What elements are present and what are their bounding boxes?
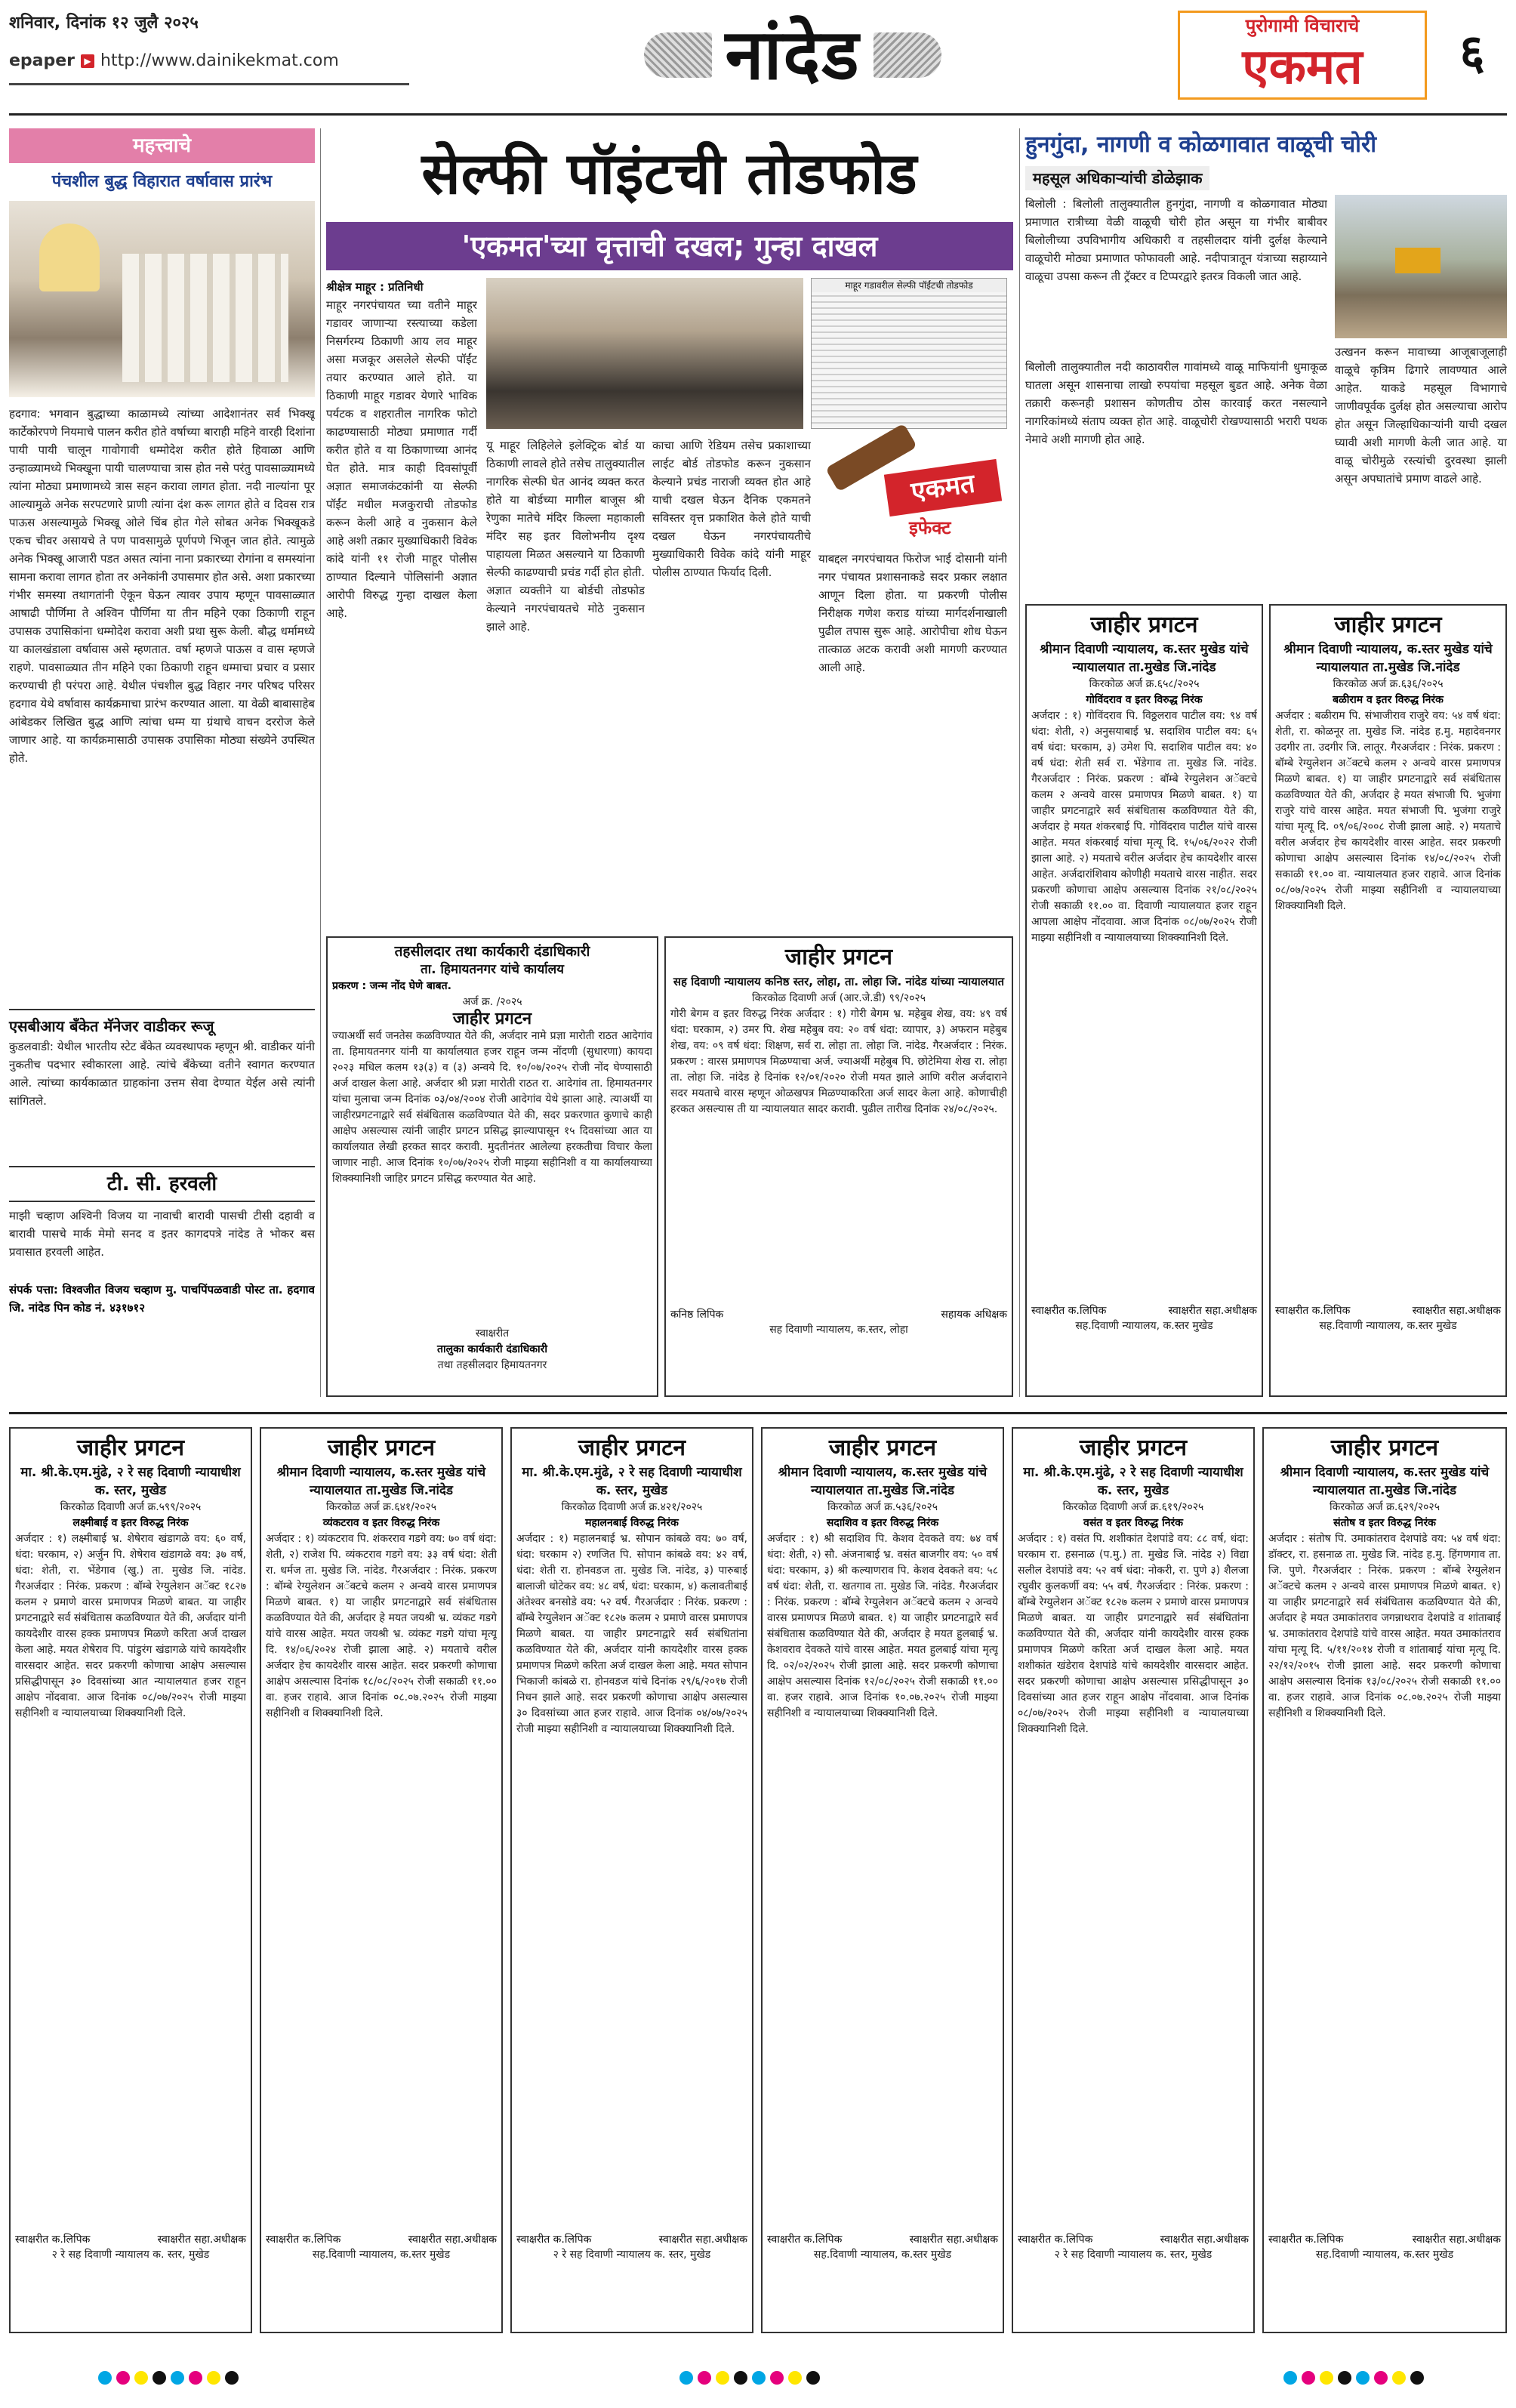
black-dot bbox=[734, 2371, 747, 2385]
cyan-dot bbox=[98, 2371, 112, 2385]
sign-sub: २ रे सह दिवाणी न्यायालय क. स्तर, मुखेड bbox=[553, 2249, 711, 2261]
notice-court: श्रीमान दिवाणी न्यायालय, क.स्तर मुखेड यांचे न्यायालयात ता.मुखेड जि.नांदेड bbox=[1280, 1465, 1490, 1498]
cyan-dot bbox=[1356, 2371, 1370, 2385]
tahsil-notice bbox=[326, 936, 658, 1397]
notice-title: जाहीर प्रगटन bbox=[828, 1435, 937, 1461]
section-label: महत्त्वाचे bbox=[9, 128, 315, 163]
kandhar-case: किरकोळ दिवाणी अर्ज (आर.जे.डी) ९९/२०२५ bbox=[752, 992, 926, 1004]
sign-sub: २ रे सह दिवाणी न्यायालय क. स्तर, मुखेड bbox=[1054, 2249, 1212, 2261]
notice-title: जाहीर प्रगटन bbox=[1079, 1435, 1188, 1461]
tahsil-office: ता. हिमायतनगर यांचे कार्यालय bbox=[421, 962, 564, 977]
kandhar-body: गोरी बेगम व इतर विरुद्ध निरंक अर्जदार : १) गोरी बेगम भ्र. महेबुब शेख, वय: ४९ वर्ष धंदा: घरकाम, २) उमर पि. शेख महेबुब वय: २० वर्ष धंदा: व्यापार, ३) अफरान महेबुब शेख, वय: ०९ वर्ष धंदा: शिक्षण, सर्व रा. लोहा ता. लोहा जि. नांदेड. गैरअर्जदार : निरंक. प्रकरण : वारस प्रमाणपत्र मिळण्याचा अर्ज. ज्याअर्थी महेबुब पि. छोटेमिया शेख रा. लोहा ता. लोहा जि. नांदेड हे दिनांक १२/०१/२०२० रोजी मयत झाले आणि वरील अर्जदाराने सदर मयताचे वारस म्हणून ओळखपत्र मिळण्याकरिता अर्ज सादर केला आहे. कोणाचीही हरकत असल्यास ती या न्यायालयात सादर करावी. पुढील तारीख दिनांक २४/०८/२०२५. bbox=[670, 1008, 1007, 1115]
lead-body-1: माहूर नगरपंचायत च्या वतीने माहूर गडावर जाणाऱ्या रस्त्याच्या कडेला निसर्गरम्य ठिकाणी आय लव माहूर असा मजकूर असलेले सेल्फी पॉईंट तयार करण्यात आले होते. या ठिकाणी माहूर गडावर येणारे भाविक पर्यटक व शहरातील नागरिक फोटो काढण्यासाठी मोठ्या प्रमाणात गर्दी करीत होते व या ठिकाणाच्या आनंद घेत होते. मात्र काही दिवसांपूर्वी अज्ञात समाजकंटकांनी या सेल्फी पॉईंट मधील मजकुराची तोडफोड करून केली आहे व नुकसान केले आहे अशी तक्रार मुख्याधिकारी विवेक कांदे यांनी ११ रोजी माहूर पोलीस ठाण्यात दिल्याने पोलिसांनी अज्ञात आरोपी विरुद्ध गुन्हा दाखल केला आहे. bbox=[326, 298, 477, 620]
notice-signatures bbox=[1031, 1303, 1257, 1318]
sign-right: स्वाक्षरीत सहा.अधीक्षक bbox=[909, 2234, 998, 2246]
black-dot bbox=[1410, 2371, 1424, 2385]
kandhar-sign-right: सहायक अधिक्षक bbox=[941, 1309, 1007, 1321]
notice-signatures bbox=[1268, 2232, 1501, 2247]
notice-signatures bbox=[266, 2232, 497, 2247]
sign-right: स्वाक्षरीत सहा.अधीक्षक bbox=[1412, 1305, 1501, 1317]
impact-text: इफेक्ट bbox=[909, 517, 951, 538]
tahsil-sign-sub: तथा तहसीलदार हिमायतनगर bbox=[437, 1359, 547, 1371]
notice-body: अर्जदार : १) वसंत पि. शशीकांत देशपांडे वय: ८८ वर्ष, धंदा: घरकाम रा. हसनाळ (प.मु.) ता. मुखेड जि. नांदेड २) विद्या सलील देशपांडे वय: ५२ वर्ष धंदा: नोकरी, रा. पुणे ३) शैलजा रघुवीर कुलकर्णी वय: ५५ वर्ष. गैरअर्जदार : निरंक. प्रकरण : बॉम्बे रेग्युलेशन अॅक्ट १८२७ कलम २ प्रमाणे वारस प्रमाणपत्र मिळणे बाबत. या जाहीर प्रगटनाद्वारे सर्व संबंधितांना कळविण्यात येते की, अर्जदार यांनी कायदेशीर वारस हक्क प्रमाणपत्र मिळणे करिता अर्ज दाखल केला आहे. मयत शशीकांत खंडेराव देशपांडे यांचे कायदेशीर वारसदार आहेत. सदर प्रकरणी कोणाचा आक्षेप असल्यास प्रसिद्धीपासून ३० दिवसांच्या आत हजर राहून आक्षेप नोंदवावा. आज दिनांक ०८/०७/२०२५ रोजी माझ्या सहीनिशी व न्यायालयाच्या शिक्क्यानिशी दिले. bbox=[1018, 1533, 1249, 1735]
notice-title: जाहीर प्रगटन bbox=[76, 1435, 185, 1461]
yellow-dot bbox=[134, 2371, 148, 2385]
notice-party: लक्ष्मीबाई व इतर विरुद्ध निरंक bbox=[72, 1517, 189, 1529]
lost-notice-body: माझी चव्हाण अश्विनी विजय या नावाची बारावी पासची टीसी दहावी व बारावी पासचे मार्क मेमो सनद व इतर कागदपत्रे नांदेड ते भोकर बस प्रवासात हरवली आहेत. bbox=[9, 1209, 315, 1259]
cyan-dot bbox=[679, 2371, 693, 2385]
notice-party: संतोष व इतर विरुद्ध निरंक bbox=[1333, 1517, 1436, 1529]
brand-logo: एकमत bbox=[1242, 39, 1363, 95]
notice-right-2 bbox=[1269, 604, 1507, 1397]
left-divider-1 bbox=[9, 1009, 315, 1010]
notice-court: श्रीमान दिवाणी न्यायालय, क.स्तर मुखेड यांचे न्यायालयात ता.मुखेड जि.नांदेड bbox=[1040, 642, 1249, 675]
notice-signatures bbox=[15, 2232, 246, 2247]
excavator-photo bbox=[1335, 195, 1507, 338]
tahsil-subject: प्रकरण : जन्म नोंद घेणे बाबत. bbox=[332, 980, 451, 992]
sign-right: स्वाक्षरीत सहा.अधीक्षक bbox=[157, 2234, 246, 2246]
notice-signatures bbox=[516, 2232, 747, 2247]
yellow-dot bbox=[788, 2371, 802, 2385]
sign-sub: सह.दिवाणी न्यायालय, क.स्तर मुखेड bbox=[1315, 2249, 1454, 2261]
page-number: ६ bbox=[1459, 25, 1485, 81]
notice-case: किरकोळ अर्ज क्र.५३६/२०२५ bbox=[827, 1501, 938, 1513]
impact-badge bbox=[818, 436, 1007, 550]
sign-right: स्वाक्षरीत सहा.अधीक्षक bbox=[658, 2234, 747, 2246]
notice-title: जाहीर प्रगटन bbox=[578, 1435, 686, 1461]
notice-court: मा. श्री.के.एम.मुंढे, २ रे सह दिवाणी न्यायाधीश क. स्तर, मुखेड bbox=[20, 1465, 241, 1498]
bottom-notice-5 bbox=[1012, 1427, 1255, 2333]
right-story bbox=[1025, 128, 1507, 589]
sign-right: स्वाक्षरीत सहा.अधीक्षक bbox=[1168, 1305, 1257, 1317]
sign-left: स्वाक्षरीत क.लिपिक bbox=[1031, 1305, 1107, 1317]
right-subhead: महसूल अधिकाऱ्यांची डोळेझाक bbox=[1025, 166, 1209, 190]
right-body-2: बिलोली तालुक्यातील नदी काठावरील गावांमध्ये वाळू माफियांनी धुमाकूळ घातला असून शासनाचा लाखो रुपयांचा महसूल बुडत आहे. अनेक वेळा तक्रारी करूनही प्रशासन कोणतीच ठोस कारवाई करत नसल्याने नागरिकांमध्ये संताप व्यक्त होत आहे. वाळूचोरी रोखण्यासाठी भरारी पथक नेमावे अशी मागणी होत आहे. bbox=[1025, 360, 1327, 446]
notice-party: महालनबाई विरुद्ध निरंक bbox=[585, 1517, 679, 1529]
notice-signatures bbox=[1018, 2232, 1249, 2247]
sign-sub: सह.दिवाणी न्यायालय, क.स्तर मुखेड bbox=[1075, 1320, 1213, 1332]
epaper-label: epaper bbox=[9, 51, 75, 70]
notice-title: जाहीर प्रगटन bbox=[327, 1435, 436, 1461]
sign-right: स्वाक्षरीत सहा.अधीक्षक bbox=[1160, 2234, 1249, 2246]
website-link[interactable]: http://www.dainikekmat.com bbox=[100, 51, 339, 70]
notice-title: जाहीर प्रगटन bbox=[1334, 612, 1442, 638]
notice-case: किरकोळ दिवाणी अर्ज क्र.५९९/२०२५ bbox=[60, 1501, 202, 1513]
bottom-notice-6 bbox=[1262, 1427, 1507, 2333]
lead-body-2: यू माहूर लिहिलेले इलेक्ट्रिक बोर्ड या ठिकाणी लावले होते तसेच तालुक्यातील नागरिक सेल्फी घेत आनंद व्यक्त करत होते या बोर्डच्या मागील बाजूस श्री रेणुका मातेचे मंदिर किल्ला महाकाली मंदिर सह इतर विलोभनीय दृश्य पाहायला मिळत असल्याने या ठिकाणी सेल्फी काढण्याची प्रचंड गर्दी होत होती. अज्ञात व्यक्तीने या बोर्डची तोडफोड केल्याने नगरपंचायतचे मोठे नुकसान झाले आहे. bbox=[486, 439, 645, 634]
notice-body: अर्जदार : १) लक्ष्मीबाई भ्र. शेषेराव खंडागळे वय: ६० वर्ष, धंदा: घरकाम, २) अर्जुन पि. शेषेराव खंडागळे वय: ३७ वर्ष, धंदा: शेती, रा. भेंडेगाव (खु.) ता. मुखेड जि. नांदेड. गैरअर्जदार : निरंक. प्रकरण : बॉम्बे रेग्युलेशन अॅक्ट १८२७ कलम २ प्रमाणे वारस प्रमाणपत्र मिळणे बाबत. या जाहीर प्रगटनाद्वारे सर्व संबंधितास कळविण्यात येते की, अर्जदार यांनी कायदेशीर वारस हक्क प्रमाणपत्र मिळणे करिता अर्ज दाखल केला आहे. मयत शेषेराव पि. पांडुरंग खंडागळे यांचे कायदेशीर वारसदार आहेत. सदर प्रकरणी कोणाचा आक्षेप असल्यास प्रसिद्धीपासून ३० दिवसांच्या आत न्यायालयात हजर राहून आक्षेप नोंदवावा. आज दिनांक ०८/०७/२०२५ रोजी माझ्या सहीनिशी व न्यायालयाच्या शिक्क्यानिशी दिले. bbox=[15, 1533, 246, 1719]
notice-signatures bbox=[1275, 1303, 1501, 1318]
notice-signatures bbox=[767, 2232, 998, 2247]
bottom-notices bbox=[9, 1427, 1507, 2333]
lead-photo-news bbox=[811, 278, 1007, 429]
yellow-dot bbox=[716, 2371, 729, 2385]
ornament-right bbox=[874, 32, 941, 78]
notice-title: जाहीर प्रगटन bbox=[1090, 612, 1198, 638]
cyan-dot bbox=[1283, 2371, 1297, 2385]
notice-court: श्रीमान दिवाणी न्यायालय, क.स्तर मुखेड यांचे न्यायालयात ता.मुखेड जि.नांदेड bbox=[1283, 642, 1493, 675]
registration-dots-right bbox=[1283, 2371, 1424, 2385]
col-rule-1 bbox=[320, 128, 321, 1397]
date-line: शनिवार, दिनांक १२ जुलै २०२५ bbox=[9, 14, 199, 32]
edition-ornament bbox=[468, 11, 1117, 100]
tahsil-sign-title: तालुका कार्यकारी दंडाधिकारी bbox=[437, 1343, 547, 1355]
tahsil-case: अर्ज क्र. /२०२५ bbox=[462, 996, 522, 1008]
tahsil-jahir: जाहीर प्रगटन bbox=[452, 1010, 532, 1028]
edition-title: नांदेड bbox=[725, 14, 861, 95]
arrow-icon: ▶ bbox=[81, 54, 94, 68]
lead-headline: सेल्फी पॉइंटची तोडफोड bbox=[421, 140, 918, 207]
ornament-left bbox=[644, 32, 712, 78]
black-dot bbox=[153, 2371, 166, 2385]
right-headline: हुनगुंदा, नागणी व कोळगावात वाळूची चोरी bbox=[1025, 131, 1376, 158]
tahsil-sign: स्वाक्षरीत bbox=[475, 1327, 510, 1340]
lead-byline: श्रीक्षेत्र माहूर : प्रतिनिधी bbox=[326, 280, 424, 294]
notice-body: अर्जदार : १) व्यंकटराव पि. शंकरराव गडगे वय: ७० वर्ष धंदा: शेती, २) राजेश पि. व्यंकटराव गडगे वय: ३३ वर्ष धंदा: शेती रा. धर्मज ता. मुखेड जि. नांदेड. गैरअर्जदार : निरंक. प्रकरण : बॉम्बे रेग्युलेशन अॅक्टचे कलम २ अन्वये वारस प्रमाणपत्र मिळणे बाबत. १) या जाहीर प्रगटनाद्वारे सर्व संबंधितास कळविण्यात येते की, अर्जदार हे मयत जयश्री भ्र. व्यंकट गडगे यांचे वारस आहेत. मयत जयश्री भ्र. व्यंकट गडगे यांचा मृत्यू दि. १४/०६/२०२४ रोजी झाला आहे. २) मयताचे वरील अर्जदार हेच कायदेशीर वारस आहेत. सदर प्रकरणी कोणाचा आक्षेप असल्यास दिनांक १८/०८/२०२५ रोजी सकाळी ११.०० वा. हजर राहावे. आज दिनांक ०८.०७.२०२५ रोजी माझ्या सहीनिशी व शिक्क्यानिशी दिले. bbox=[266, 1533, 497, 1719]
masthead bbox=[0, 0, 1516, 143]
sign-sub: सह.दिवाणी न्यायालय, क.स्तर मुखेड bbox=[1319, 1320, 1457, 1332]
lead-story bbox=[326, 128, 1013, 914]
magenta-dot bbox=[698, 2371, 711, 2385]
notice-title: जाहीर प्रगटन bbox=[1330, 1435, 1439, 1461]
notice-case: किरकोळ अर्ज क्र.६३६/२०२५ bbox=[1333, 678, 1444, 690]
notice-party: वसंत व इतर विरुद्ध निरंक bbox=[1083, 1517, 1183, 1529]
news2-body: कुडलवाडी: येथील भारतीय स्टेट बँकेत व्यवस्थापक म्हणून श्री. वाडीकर यांनी नुकतीच पदभार स्वीकारला आहे. त्यांचे बँकेच्या वतीने स्वागत करण्यात आले. त्यांच्या कार्यकाळात ग्राहकांना उत्तम सेवा देण्यात येईल असे त्यांनी सांगितले. bbox=[9, 1040, 315, 1108]
brand-tagline: पुरोगामी विचाराचे bbox=[1245, 15, 1360, 36]
magenta-dot bbox=[116, 2371, 130, 2385]
notice-court: श्रीमान दिवाणी न्यायालय, क.स्तर मुखेड यांचे न्यायालयात ता.मुखेड जि.नांदेड bbox=[276, 1465, 486, 1498]
notice-case: किरकोळ दिवाणी अर्ज क्र.४२१/२०२५ bbox=[561, 1501, 703, 1513]
bottom-notice-2 bbox=[260, 1427, 503, 2333]
sign-right: स्वाक्षरीत सहा.अधीक्षक bbox=[408, 2234, 497, 2246]
sign-left: स्वाक्षरीत क.लिपिक bbox=[1275, 1305, 1351, 1317]
notice-case: किरकोळ अर्ज क्र.६४१/२०२५ bbox=[326, 1501, 436, 1513]
notice-body: अर्जदार : १) गोविंदराव पि. विठ्ठलराव पाटील वय: ९४ वर्ष धंदा: शेती, २) अनुसयाबाई भ्र. सदाशिव पाटील वय: ६५ वर्ष धंदा: घरकाम, ३) उमेश पि. सदाशिव पाटील वय: ४० वर्ष धंदा: शेती सर्व रा. भेंडेगाव ता. मुखेड जि. नांदेड. गैरअर्जदार : निरंक. प्रकरण : बॉम्बे रेग्युलेशन अॅक्टचे कलम २ अन्वये वारस प्रमाणपत्र मिळणे बाबत. १) या जाहीर प्रगटनाद्वारे सर्व संबंधितास कळविण्यात येते की, अर्जदार हे मयत शंकरबाई पि. गोविंदराव पाटील यांचे वारस आहेत. मयत शंकरबाई यांचा मृत्यू दि. १५/०६/२०२२ रोजी झाला आहे. २) मयताचे वरील अर्जदार हेच कायदेशीर वारस आहेत. अर्जदारांशिवाय कोणीही मयताचे वारस नाहीत. सदर प्रकरणी कोणाचा आक्षेप असल्यास दिनांक २१/०८/२०२५ रोजी सकाळी ११.०० वा. दिवाणी न्यायालयात हजर राहून आपला आक्षेप नोंदवावा. आज दिनांक ०८/०७/२०२५ रोजी माझ्या सहीनिशी व न्यायालयाच्या शिक्क्यानिशी दिले. bbox=[1031, 710, 1257, 944]
sign-sub: २ रे सह दिवाणी न्यायालय क. स्तर, मुखेड bbox=[51, 2249, 210, 2261]
notice-case: किरकोळ अर्ज क्र.६५८/२०२५ bbox=[1089, 678, 1200, 690]
yellow-dot bbox=[1320, 2371, 1333, 2385]
notice-court: मा. श्री.के.एम.मुंढे, २ रे सह दिवाणी न्यायाधीश क. स्तर, मुखेड bbox=[522, 1465, 742, 1498]
sign-sub: सह.दिवाणी न्यायालय, क.स्तर मुखेड bbox=[813, 2249, 952, 2261]
yellow-dot bbox=[1392, 2371, 1406, 2385]
sign-left: स्वाक्षरीत क.लिपिक bbox=[767, 2234, 843, 2246]
lost-notice-contact: संपर्क पत्ता: विश्वजीत विजय चव्हाण मु. पाचपिंपळवाडी पोस्ट ता. हदगाव जि. नांदेड पिन कोड नं. ४३१७१२ bbox=[9, 1283, 315, 1315]
kandhar-sign-left: कनिष्ठ लिपिक bbox=[670, 1309, 724, 1321]
notice-party: सदाशिव व इतर विरुद्ध निरंक bbox=[826, 1517, 939, 1529]
lost-notice-title: टी. सी. हरवली bbox=[9, 1167, 315, 1202]
left-column bbox=[9, 128, 315, 1397]
sign-right: स्वाक्षरीत सहा.अधीक्षक bbox=[1412, 2234, 1501, 2246]
notice-court: मा. श्री.के.एम.मुंढे, २ रे सह दिवाणी न्यायाधीश क. स्तर, मुखेड bbox=[1023, 1465, 1243, 1498]
sign-sub: सह.दिवाणी न्यायालय, क.स्तर मुखेड bbox=[312, 2249, 451, 2261]
lead-photo-clipping bbox=[812, 292, 1006, 428]
notice-party: गोविंदराव व इतर विरुद्ध निरंक bbox=[1086, 694, 1203, 706]
lead-photo-group bbox=[486, 278, 803, 429]
kandhar-signatures bbox=[670, 1307, 1007, 1322]
tahsil-title: तहसीलदार तथा कार्यकारी दंडाधिकारी bbox=[394, 943, 590, 960]
yellow-dot bbox=[207, 2371, 220, 2385]
magenta-dot bbox=[770, 2371, 784, 2385]
brand-box bbox=[1178, 11, 1427, 100]
notice-case: किरकोळ दिवाणी अर्ज क्र.६१९/२०२५ bbox=[1062, 1501, 1204, 1513]
sign-left: स्वाक्षरीत क.लिपिक bbox=[266, 2234, 341, 2246]
notice-body: अर्जदार : १) महालनबाई भ्र. सोपान कांबळे वय: ७० वर्ष, धंदा: घरकाम २) रणजित पि. सोपान कांबळे वय: ४२ वर्ष, धंदा: शेती रा. होनवडज ता. मुखेड जि. नांदेड, ३) पारुबाई बालाजी धोटेकर वय: ४८ वर्ष, धंदा: घरकाम, ४) कलावतीबाई अंतेश्वर बनसोडे वय: ५२ वर्ष. गैरअर्जदार : निरंक. प्रकरण : बॉम्बे रेग्युलेशन अॅक्ट १८२७ कलम २ प्रमाणे वारस प्रमाणपत्र मिळणे बाबत. या जाहीर प्रगटनाद्वारे सर्व संबंधितांना कळविण्यात येते की, अर्जदार यांनी कायदेशीर वारस हक्क प्रमाणपत्र मिळणे करिता अर्ज दाखल केला आहे. मयत सोपान भिकाजी कांबळे रा. होनवडज यांचे दिनांक २९/६/२०१७ रोजी निधन झाले आहे. सदर प्रकरणी कोणाचा आक्षेप असल्यास ३० दिवसांच्या आत हजर राहावे. आज दिनांक ०४/०७/२०२५ रोजी माझ्या सहीनिशी व न्यायालयाच्या शिक्क्यानिशी दिले. bbox=[516, 1533, 747, 1735]
sign-left: स्वाक्षरीत क.लिपिक bbox=[1018, 2234, 1093, 2246]
cyan-dot bbox=[752, 2371, 766, 2385]
right-body-3: उत्खनन करून मावाच्या आजूबाजूलाही वाळूचे कृत्रिम ढिगारे लावण्यात आले आहेत. याकडे महसूल विभागाचे जाणीवपूर्वक दुर्लक्ष होत असल्याचा आरोप होत असून जिल्हाधिकाऱ्यांनी याची दखल घ्यावी अशी मागणी केली जात आहे. या वाळू चोरीमुळे रस्त्यांची दुरवस्था झाली असून अपघातांचे प्रमाण वाढले आहे. bbox=[1335, 345, 1507, 486]
lead-photo-caption: माहूर गडावरील सेल्फी पॉईंटची तोडफोड bbox=[812, 279, 1006, 292]
black-dot bbox=[225, 2371, 239, 2385]
cyan-dot bbox=[171, 2371, 184, 2385]
notice-case: किरकोळ अर्ज क्र.६२९/२०२५ bbox=[1330, 1501, 1440, 1513]
masthead-rule-left bbox=[9, 83, 409, 85]
sign-left: स्वाक्षरीत क.लिपिक bbox=[15, 2234, 91, 2246]
registration-dots-left bbox=[98, 2371, 239, 2385]
notice-court: श्रीमान दिवाणी न्यायालय, क.स्तर मुखेड यांचे न्यायालयात ता.मुखेड जि.नांदेड bbox=[778, 1465, 988, 1498]
notice-right-1 bbox=[1025, 604, 1263, 1397]
vihar-photo bbox=[9, 201, 315, 397]
bottom-notice-4 bbox=[761, 1427, 1004, 2333]
kandhar-notice bbox=[664, 936, 1013, 1397]
magenta-dot bbox=[1374, 2371, 1388, 2385]
impact-brand: एकमत bbox=[884, 459, 1002, 516]
kandhar-sign-sub: सह दिवाणी न्यायालय, क.स्तर, लोहा bbox=[769, 1324, 908, 1336]
notice-body: अर्जदार : १) श्री सदाशिव पि. केशव देवकते वय: ७४ वर्ष धंदा: शेती, २) सौ. अंजनाबाई भ्र. वसंत बाजगीर वय: ५० वर्ष धंदा: घरकाम, ३) श्री कल्याणराव पि. केशव देवकते वय: ५८ वर्ष धंदा: शेती, रा. खतगाव ता. मुखेड जि. नांदेड. गैरअर्जदार : निरंक. प्रकरण : बॉम्बे रेग्युलेशन अॅक्टचे कलम २ अन्वये वारस प्रमाणपत्र मिळणे बाबत. १) या जाहीर प्रगटनाद्वारे सर्व संबंधितास कळविण्यात येते की, अर्जदार हे मयत हुलबाई भ्र. केशवराव देवकते यांचे वारस आहेत. मयत हुलबाई यांचा मृत्यू दि. ०२/०२/२०२५ रोजी झाला आहे. सदर प्रकरणी कोणाचा आक्षेप असल्यास दिनांक १२/०८/२०२५ रोजी सकाळी ११.०० वा. हजर राहावे. आज दिनांक १०.०७.२०२५ रोजी माझ्या सहीनिशी व न्यायालयाच्या शिक्क्यानिशी दिले. bbox=[767, 1533, 998, 1719]
sign-left: स्वाक्षरीत क.लिपिक bbox=[1268, 2234, 1344, 2246]
bottom-notice-1 bbox=[9, 1427, 252, 2333]
lead-subhead: 'एकमत'च्या वृत्ताची दखल; गुन्हा दाखल bbox=[326, 222, 1013, 270]
masthead-rule bbox=[9, 113, 1507, 116]
lead-body-4: याबद्दल नगरपंचायत फिरोज भाई दोसानी यांनी नगर पंचायत प्रशासनाकडे सदर प्रकार लक्षात आणून दिला होता. या प्रकरणी पोलीस निरीक्षक गणेश कराड यांच्या मार्गदर्शनाखाली पुढील तपास सुरू आहे. आरोपीचा शोध घेऊन तात्काळ अटक करावी अशी मागणी करण्यात आली आहे. bbox=[818, 552, 1007, 674]
registration-dots-center bbox=[679, 2371, 820, 2385]
lead-body-3: काचा आणि रेडियम तसेच प्रकाशाच्या लाईट बोर्ड तोडफोड करून नुकसान केल्याने प्रचंड नाराजी व्यक्त होत आहे याची दखल घेऊन दैनिक एकमतने सविस्तर वृत्त प्रकाशित केले होते याची दखल घेऊन नगरपंचायतीचे मुख्याधिकारी विवेक कांदे यांनी माहूर पोलीस ठाण्यात फिर्याद दिली. bbox=[652, 439, 811, 579]
magenta-dot bbox=[1302, 2371, 1315, 2385]
left-headline: पंचशील बुद्ध विहारात वर्षावास प्रारंभ bbox=[51, 172, 273, 191]
fold-rule bbox=[9, 1412, 1507, 1414]
right-body-1: बिलोली : बिलोली तालुक्यातील हुनगुंदा, नागणी व कोळगावात मोठ्या प्रमाणात रात्रीच्या वेळी वाळूची चोरी होत असून या गंभीर बाबीवर बिलोलीच्या उपविभागीय अधिकारी व तहसीलदार यांनी दुर्लक्ष केल्याने वाळूचोरी मोठ्या प्रमाणात फोफावली आहे. नदीपात्रातून यंत्राच्या सहाय्याने वाळूचा उपसा करून ती ट्रॅक्टर व टिप्परद्वारे इतरत्र विकली जात आहे. bbox=[1025, 197, 1327, 283]
kandhar-court: सह दिवाणी न्यायालय कनिष्ठ स्तर, लोहा, ता. लोहा जि. नांदेड यांच्या न्यायालयात bbox=[673, 975, 1005, 988]
notice-body: अर्जदार : संतोष पि. उमाकांतराव देशपांडे वय: ५४ वर्ष धंदा: डॉक्टर, रा. हसनाळ ता. मुखेड जि. नांदेड ह.मु. हिंगणगाव ता. जि. पुणे. गैरअर्जदार : निरंक. प्रकरण : बॉम्बे रेग्युलेशन अॅक्टचे कलम २ अन्वये वारस प्रमाणपत्र मिळणे बाबत. १) या जाहीर प्रगटनाद्वारे सर्व संबंधितास कळविण्यात येते की, अर्जदार हे मयत उमाकांतराव जगन्नाथराव देशपांडे व शांताबाई भ्र. उमाकांतराव देशपांडे यांचे वारस आहेत. मयत उमाकांतराव यांचा मृत्यू दि. ५/११/२०१४ रोजी व शांताबाई यांचा मृत्यू दि. २२/१२/२०१५ रोजी झाला आहे. सदर प्रकरणी कोणाचा आक्षेप असल्यास दिनांक १३/०८/२०२५ रोजी सकाळी ११.०० वा. हजर राहावे. आज दिनांक ०८.०७.२०२५ रोजी माझ्या सहीनिशी व शिक्क्यानिशी दिले. bbox=[1268, 1533, 1501, 1719]
notice-party: बळीराम व इतर विरुद्ध निरंक bbox=[1333, 694, 1444, 706]
notice-body: अर्जदार : बळीराम पि. संभाजीराव राजुरे वय: ५४ वर्ष धंदा: शेती, रा. कोळनूर ता. मुखेड जि. नांदेड ह.मु. महादेवनगर उदगीर ता. उदगीर जि. लातूर. गैरअर्जदार : निरंक. प्रकरण : बॉम्बे रेग्युलेशन अॅक्टचे कलम २ अन्वये वारस प्रमाणपत्र मिळणे बाबत. १) या जाहीर प्रगटनाद्वारे सर्व संबंधितास कळविण्यात येते की, अर्जदार हे मयत संभाजी पि. भुजंगा राजुरे यांचे वारस आहेत. मयत संभाजी पि. भुजंगा राजुरे यांचा मृत्यू दि. ०९/०६/२००८ रोजी झाला आहे. २) मयताचे वरील अर्जदार हेच कायदेशीर वारस आहेत. सदर प्रकरणी कोणाचा आक्षेप असल्यास दिनांक १४/०८/२०२५ रोजी सकाळी ११.०० वा. न्यायालयात हजर राहावे. आज दिनांक ०८/०७/२०२५ रोजी माझ्या सहीनिशी व न्यायालयाच्या शिक्क्यानिशी दिले. bbox=[1275, 710, 1501, 912]
tahsil-body: ज्याअर्थी सर्व जनतेस कळविण्यात येते की, अर्जदार नामे प्रज्ञा मारोती राठत आदेगांव ता. हिमायतनगर यांनी या कार्यालयात हजर राहून जन्म नोंदणी (सुधारणा) कायदा २०२३ मधिल कलम १३(३) व (३) अन्वये दि. १०/०७/२०२५ रोजी नोंद घेण्यासाठी अर्ज दाखल केला आहे. अर्जदार श्री प्रज्ञा मारोती राठत रा. आदेगांव ता. हिमायतनगर यांचा मुलाचा जन्म दिनांक ०३/०४/२००४ रोजी आदेगांव येथे झाला आहे. त्याअर्थी या जाहीरप्रगटनाद्वारे सर्व संबंधितास कळविण्यात येते की, सदर प्रकरणात कुणाचे काही आक्षेप असल्यास त्यांनी जाहीर प्रगटन प्रसिद्ध झाल्यापासून १५ दिवसांच्या आत या कार्यालयात लेखी हरकत सादर करावी. मुदतीनंतर आलेल्या हरकतीचा विचार केला जाणार नाही. आज दिनांक १०/०७/२०२५ रोजी माझ्या सहीनिशी व या कार्यालयाच्या शिक्क्यानिशी जाहिर प्रगटन प्रसिद्ध करण्यात येत आहे. bbox=[332, 1030, 652, 1185]
news2-title: एसबीआय बँकेत मॅनेजर वाडीकर रूजू bbox=[9, 1017, 214, 1035]
left-body: हदगाव: भगवान बुद्धाच्या काळामध्ये त्यांच्या आदेशानंतर सर्व भिक्खू कार्टेकोरपणे नियमाचे पालन करीत होते वर्षाच्या बाराही महिने वारही दिशांना पायी पायी चालून गावोगावी धम्मोदेश करीत होते हिवाळा आणि उन्हाळ्यामध्ये भिक्खूना पायी चालण्याचा त्रास होत नसे परंतु पावसाळ्यामध्ये त्यांना मोठ्या प्रमाणामध्ये त्रास सहन करावा लागत होता. नदी नाल्यांना पूर आल्यामुळे अनेक सरपटणारे प्राणी त्यांना दंश करू लागत होते व दिवस रात्र पाऊस असल्यामुळे भिक्खू ओले चिंब होत गेले सोबत अनेक भिक्खूकडे एकच चीवर असायचे ते पण पावसामुळे पूर्णपणे भिजून जात होते. त्यामुळे अनेक भिक्खू आजारी पडत असत त्यांना नाना प्रकारच्या रोगांना व समस्यांना सामना करावा लागत होता तर अनेकांनी उपासमार होत असे. अशा प्रकारच्या गंभीर समस्या तथागतांनी ऐकून घेऊन त्यावर उपाय म्हणून पावसाळ्यात आषाढी पौर्णिमा ते अश्विन पौर्णिमा या तीन महिने एका ठिकाणी राहून उपासक उपासिकांना धम्मोदेश करावा अशी प्रथा सुरू केली. बौद्ध धर्मामध्ये या कालखंडाला वर्षावास असे म्हणतात. वर्षा म्हणजे पाऊस व वास म्हणजे राहणे. पावसाळ्यात तीन महिने एका ठिकाणी राहून धम्माचा प्रचार व प्रसार करण्याची ही परंपरा आहे. येथील पंचशील बुद्ध विहार नगर परिषद परिसर हदगाव येथे वर्षावास कार्यक्रमाचा प्रारंभ करण्यात आला. या वेळी बाबासाहेब आंबेडकर लिखित बुद्ध आणि त्यांचा धम्म या ग्रंथाचे वाचन दररोज केले जाणार आहे. या कार्यक्रमासाठी उपासक उपासिका मोठ्या संख्येने उपस्थित होते. bbox=[9, 407, 315, 765]
black-dot bbox=[1338, 2371, 1351, 2385]
lost-notice bbox=[9, 1166, 315, 1337]
black-dot bbox=[806, 2371, 820, 2385]
notice-party: व्यंकटराव व इतर विरुद्ध निरंक bbox=[322, 1517, 440, 1529]
epaper-line[interactable] bbox=[9, 51, 339, 70]
bottom-notice-3 bbox=[510, 1427, 753, 2333]
sign-left: स्वाक्षरीत क.लिपिक bbox=[516, 2234, 592, 2246]
kandhar-title: जाहीर प्रगटन bbox=[784, 944, 893, 970]
magenta-dot bbox=[189, 2371, 202, 2385]
col-rule-2 bbox=[1019, 128, 1020, 1397]
